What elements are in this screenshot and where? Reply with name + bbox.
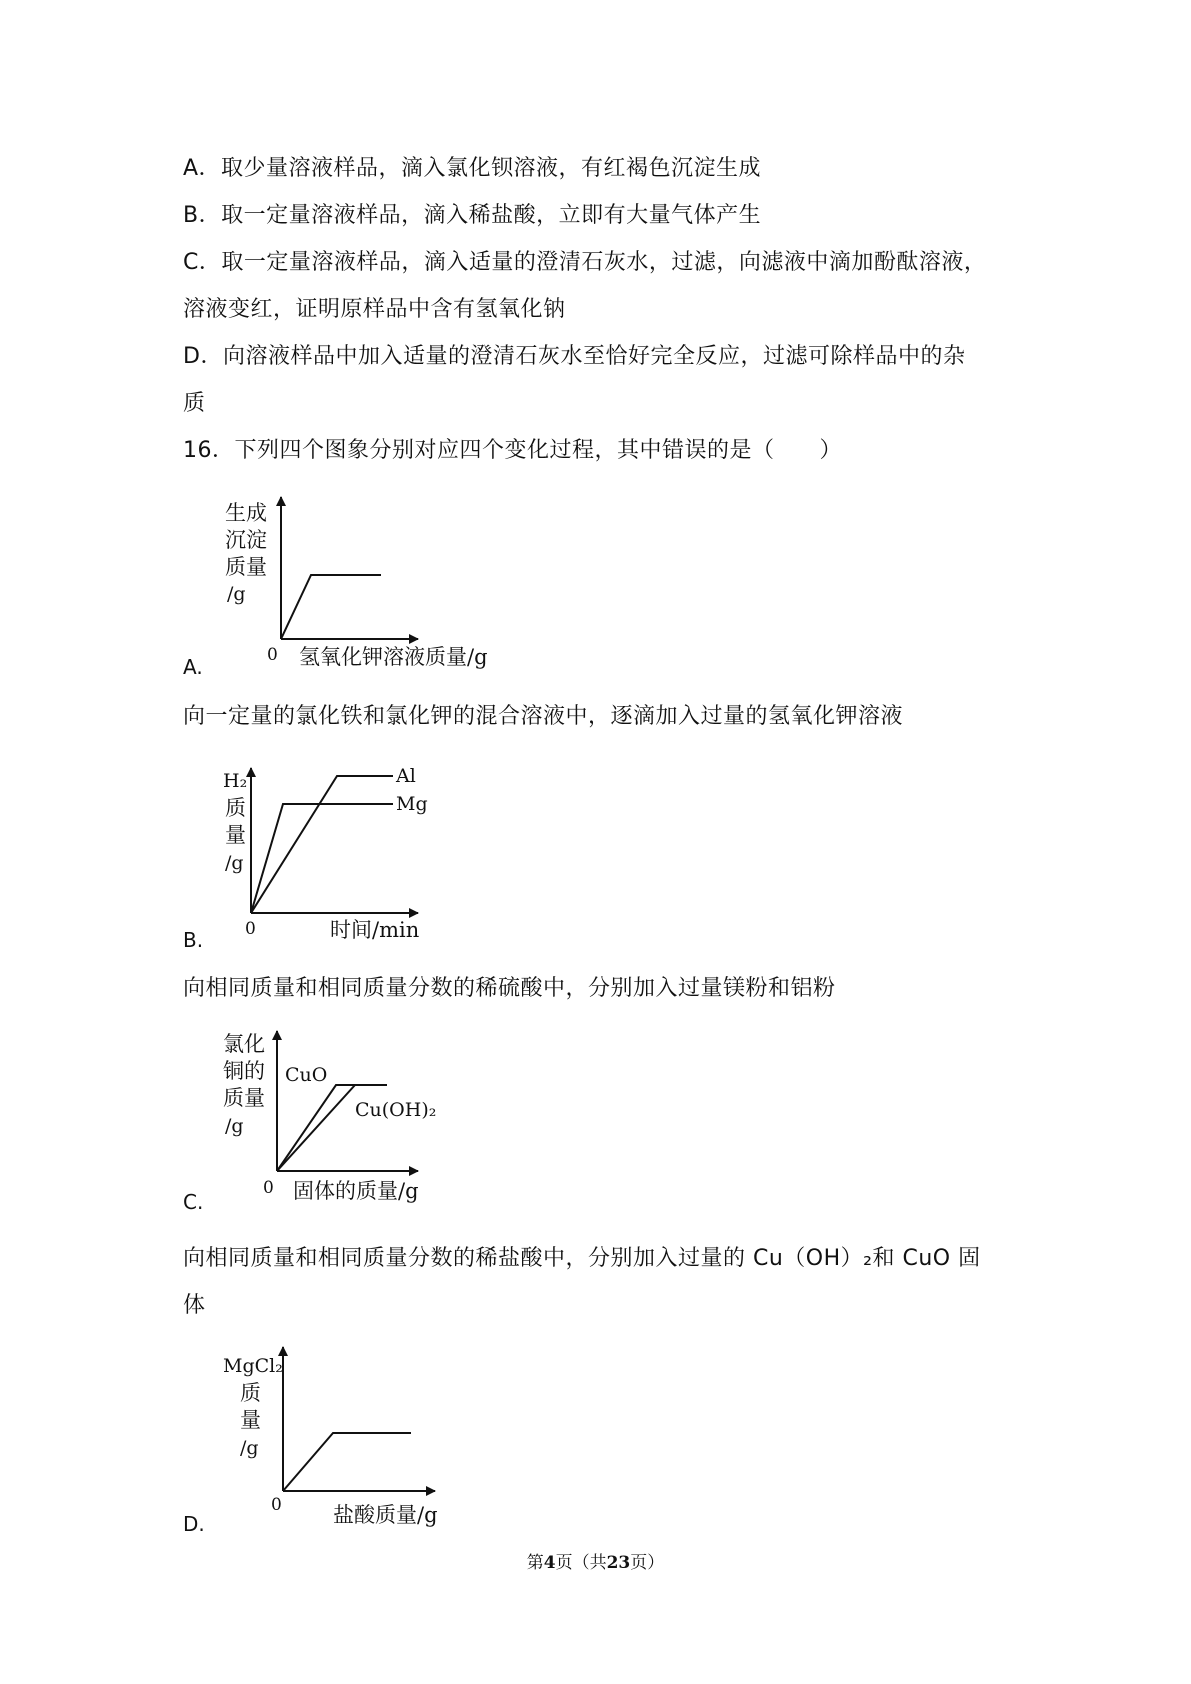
y-label-3: 质量 <box>225 555 267 579</box>
mgcl2-curve <box>283 1433 411 1491</box>
figure-d-chart <box>215 1342 515 1542</box>
y-label-2: 质 <box>240 1381 261 1405</box>
y-label-1: H₂ <box>223 770 248 792</box>
precipitate-curve <box>281 575 381 639</box>
y-label-4: /g <box>240 1437 259 1459</box>
figure-b-chart <box>215 762 515 952</box>
x-label: 盐酸质量/g <box>333 1503 438 1527</box>
figure-c-caption-line1: 向相同质量和相同质量分数的稀盐酸中，分别加入过量的 Cu（OH）₂和 CuO 固 <box>183 1246 981 1271</box>
option-b: B．取一定量溶液样品，滴入稀盐酸，立即有大量气体产生 <box>183 203 762 228</box>
x-label: 时间/min <box>330 918 420 942</box>
figure-a-label: A. <box>183 655 203 679</box>
y-label-2: 质 <box>225 796 246 820</box>
y-label-1: 生成 <box>225 501 267 525</box>
y-label-4: /g <box>227 583 246 605</box>
origin-label: 0 <box>263 1178 274 1198</box>
y-label-4: /g <box>225 852 244 874</box>
y-label-1: 氯化 <box>223 1032 265 1056</box>
y-label-3: 量 <box>225 823 246 847</box>
option-a: A．取少量溶液样品，滴入氯化钡溶液，有红褐色沉淀生成 <box>183 156 762 181</box>
series-label-al: Al <box>396 765 416 787</box>
footer-post: 页） <box>630 1553 665 1573</box>
figure-d-label: D. <box>183 1512 205 1536</box>
option-d-line2: 质 <box>183 391 206 416</box>
question-16: 16．下列四个图象分别对应四个变化过程，其中错误的是（ ） <box>183 438 842 463</box>
footer-page-number: 4 <box>543 1553 556 1573</box>
cuo-curve <box>277 1085 387 1171</box>
x-label: 固体的质量/g <box>293 1179 419 1203</box>
option-c-line1: C．取一定量溶液样品，滴入适量的澄清石灰水，过滤，向滤液中滴加酚酞溶液， <box>183 250 987 275</box>
origin-label: 0 <box>271 1495 282 1515</box>
y-label-4: /g <box>225 1115 244 1137</box>
origin-label: 0 <box>245 919 256 939</box>
y-label-1: MgCl₂ <box>223 1355 283 1377</box>
figure-c-label: C. <box>183 1190 204 1214</box>
y-label-3: 量 <box>240 1408 261 1432</box>
footer-pre: 第 <box>526 1553 544 1573</box>
figure-a-caption: 向一定量的氯化铁和氯化钾的混合溶液中，逐滴加入过量的氢氧化钾溶液 <box>183 704 904 729</box>
cuoh2-curve <box>277 1085 355 1171</box>
origin-label: 0 <box>267 645 278 665</box>
figure-c-caption-line2: 体 <box>183 1293 206 1318</box>
series-label-cuoh2: Cu(OH)₂ <box>355 1099 437 1121</box>
x-label: 氢氧化钾溶液质量/g <box>299 645 488 669</box>
footer-mid: 页（共 <box>555 1553 607 1573</box>
mg-curve <box>251 804 393 913</box>
y-label-2: 铜的 <box>223 1059 265 1083</box>
y-label-2: 沉淀 <box>225 528 267 552</box>
figure-a-chart <box>215 492 515 677</box>
figure-b-caption: 向相同质量和相同质量分数的稀硫酸中，分别加入过量镁粉和铝粉 <box>183 976 836 1001</box>
page-footer <box>0 1548 1191 1573</box>
series-label-mg: Mg <box>396 793 428 815</box>
figure-b-label: B. <box>183 928 204 952</box>
al-curve <box>251 776 393 913</box>
series-label-cuo: CuO <box>285 1064 328 1086</box>
figure-c-chart <box>215 1025 515 1215</box>
y-label-3: 质量 <box>223 1086 265 1110</box>
option-d-line1: D．向溶液样品中加入适量的澄清石灰水至恰好完全反应，过滤可除样品中的杂 <box>183 344 966 369</box>
option-c-line2: 溶液变红，证明原样品中含有氢氧化钠 <box>183 297 566 322</box>
footer-total-pages: 23 <box>606 1553 631 1573</box>
